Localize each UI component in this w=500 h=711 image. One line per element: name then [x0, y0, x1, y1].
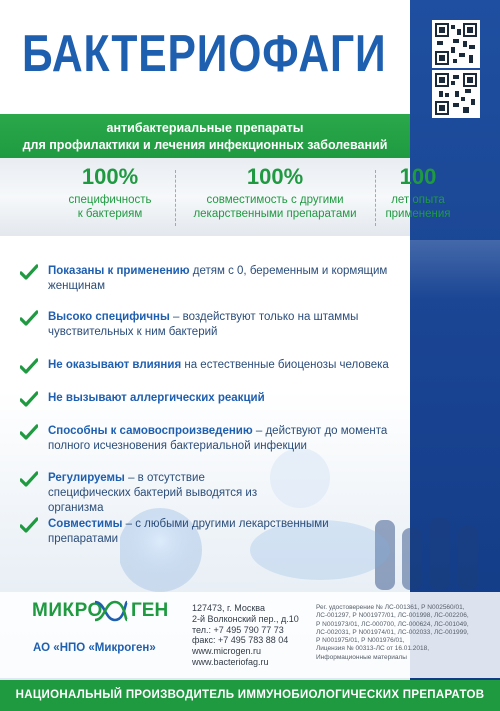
benefit-text: Не оказывают влияния на естественные биоценозы человека [48, 359, 389, 371]
contact-address: 127473, г. Москва 2-й Волконский пер., д.10 тел.: +7 495 790 77 73 факс: +7 495 783 88 04 www.microgen.ru www.bacteriofag.ru [192, 603, 312, 668]
benefit-text: Способны к самовоспроизведению – действуют до момента полного исчезновения бактериальной инфекции [48, 425, 388, 452]
stat-number: 100% [81, 164, 139, 189]
stat-compatibility [180, 164, 370, 221]
stat-number: 100% [246, 164, 304, 189]
checkmark-icon [20, 358, 38, 374]
benefit-text: Регулируемы – в отсутствие специфических бактерий выводятся из организма [48, 472, 258, 514]
page-title: БАКТЕРИОФАГИ [22, 25, 387, 83]
stat-label: совместимость с другими лекарственными препаратами [193, 194, 357, 220]
qr-code-icon[interactable] [432, 20, 480, 68]
checkmark-icon [20, 310, 38, 326]
logo-text-part2: ГЕН [131, 600, 169, 621]
stat-label: специфичность к бактериям [68, 194, 152, 220]
logo-text-part1: МИКРО [32, 600, 103, 621]
checkmark-icon [20, 424, 38, 440]
checkmark-icon [20, 264, 38, 280]
benefit-text: Высоко специфичны – воздействуют только на штаммы чувствительных к ним бактерий [48, 311, 359, 338]
stat-label: лет опыта применения [385, 194, 451, 220]
benefit-text: Не вызывают аллергических реакций [48, 392, 265, 404]
subtitle-line-2: для профилактики и лечения инфекционных заболеваний [22, 138, 388, 152]
stat-divider [175, 170, 176, 226]
subtitle-line-1: антибактериальные препараты [106, 121, 304, 135]
qr-code-icon[interactable] [432, 70, 480, 118]
company-name: АО «НПО «Микроген» [33, 642, 156, 654]
benefit-text: Показаны к применению детям с 0, беременным и кормящим женщинам [48, 265, 388, 292]
website-link[interactable]: www.bacteriofag.ru [192, 656, 269, 667]
stat-experience [368, 164, 468, 221]
checkmark-icon [20, 391, 38, 407]
dna-helix-icon [93, 598, 129, 624]
bottom-banner [0, 680, 500, 711]
stat-number: 100 [399, 164, 437, 189]
subtitle-banner [0, 114, 410, 158]
checkmark-icon [20, 517, 38, 533]
checkmark-icon [20, 471, 38, 487]
stat-specificity [50, 164, 170, 221]
website-link[interactable]: www.microgen.ru [192, 646, 262, 657]
benefit-text: Совместимы – с любыми другими лекарственными препаратами [48, 518, 329, 545]
registration-info: Рег. удостоверение № ЛС-001361, Р N002560/01, ЛС-001297, Р N001977/01, ЛС-001998, ЛС-002206, Р N001973/01, ЛС-000700, ЛС-000624, ЛС-001049, ЛС-002031, Р N001974/01, ЛС-002033, ЛС-001999, Р N001975/01, Р N001976/01, Лицензия № 00313-ЛС от 16.01.2018, Информационные материалы [316, 604, 469, 661]
bottom-banner-text: НАЦИОНАЛЬНЫЙ ПРОИЗВОДИТЕЛЬ ИММУНОБИОЛОГИЧЕСКИХ ПРЕПАРАТОВ [15, 689, 485, 701]
stats-panel [0, 158, 451, 236]
